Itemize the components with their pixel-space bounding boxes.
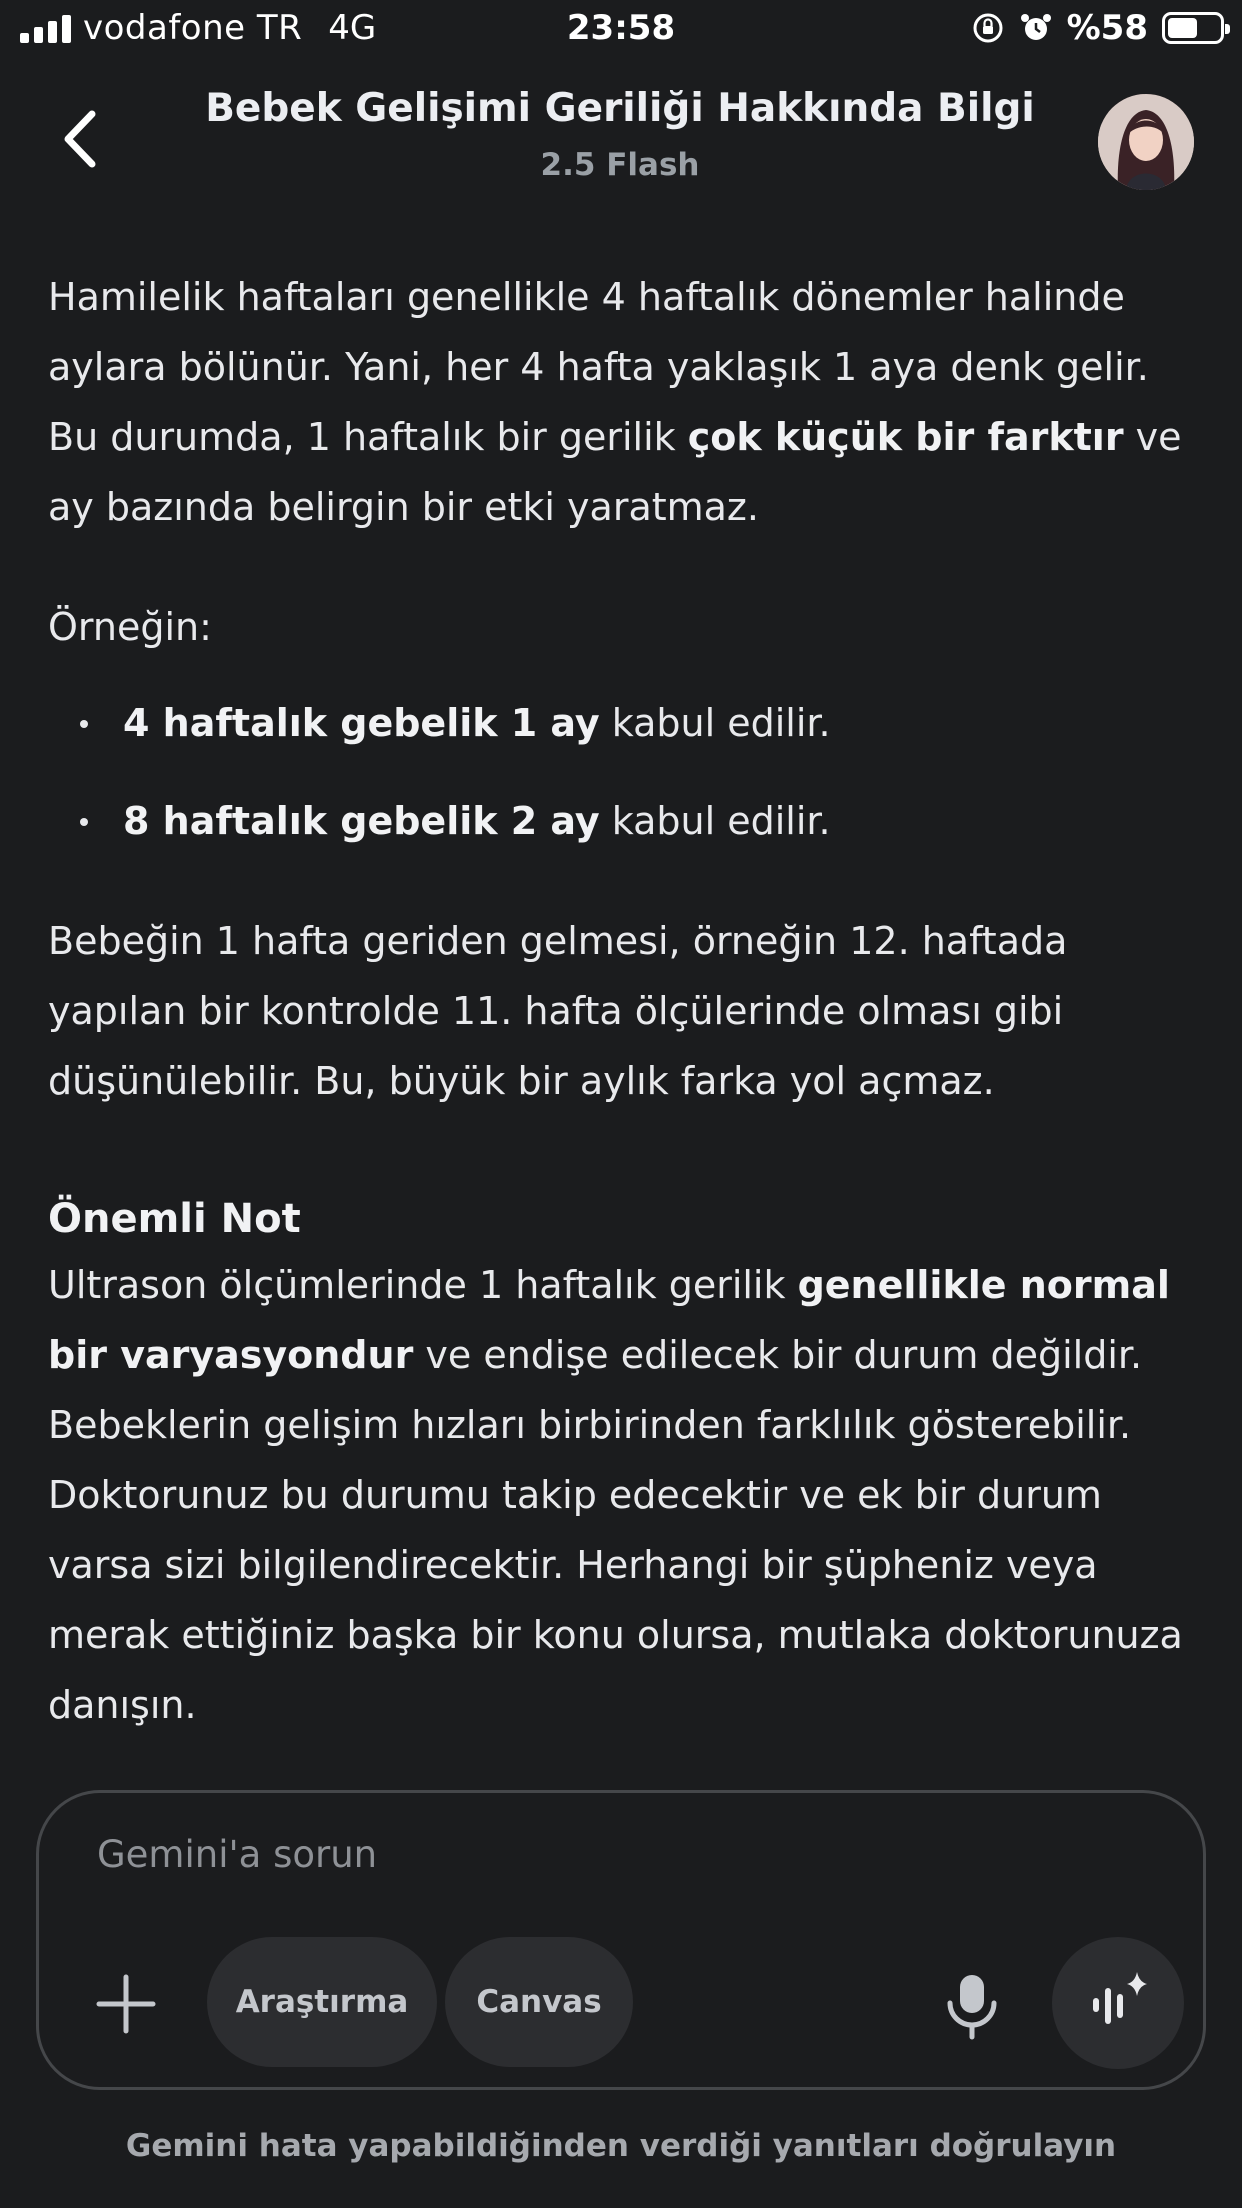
prompt-input[interactable]: Gemini'a sorun: [97, 1833, 378, 1876]
chat-header: [0, 62, 1242, 212]
chat-title: Bebek Gelişimi Geriliği Hakkında Bilgi: [205, 86, 1035, 131]
response-content: [48, 262, 1198, 1740]
intro-text-end: ve ay bazında belirgin bir etki yaratmaz.: [48, 415, 1182, 529]
battery-fill: [1168, 18, 1197, 38]
live-sparkle-icon: [1083, 1968, 1153, 2038]
clock: 23:58: [566, 8, 676, 48]
example-label: Örneğin:: [48, 605, 212, 649]
paragraph-note: [48, 1250, 1198, 1740]
paragraph-intro: [48, 262, 1198, 542]
list-item-text: kabul edilir.: [599, 701, 831, 745]
alarm-icon: [1019, 11, 1053, 45]
research-chip[interactable]: Araştırma: [207, 1937, 437, 2067]
chevron-left-icon[interactable]: [50, 104, 120, 174]
title-block[interactable]: [160, 86, 1080, 183]
list-item-bold: 8 haftalık gebelik 2 ay: [123, 799, 600, 843]
canvas-chip[interactable]: Canvas: [445, 1937, 633, 2067]
plus-icon[interactable]: [93, 1971, 159, 2037]
list-item: [48, 786, 1198, 856]
avatar-image: [1098, 94, 1194, 190]
note-bold: genellikle normal bir varyasyondur: [48, 1263, 1170, 1377]
battery-percent: %58: [1066, 8, 1148, 48]
intro-text: Hamilelik haftaları genellikle 4 haftalık dönemler halinde aylara bölünür. Yani, her 4 hafta yaklaşık 1 aya denk gelir. Bu durumda, 1 haftalık bir gerilik: [48, 275, 1149, 459]
avatar[interactable]: [1098, 94, 1194, 190]
example-list: [48, 688, 1198, 856]
battery-icon: [1162, 12, 1224, 44]
prompt-composer: [36, 1790, 1206, 2090]
list-item-bold: 4 haftalık gebelik 1 ay: [123, 701, 600, 745]
live-button[interactable]: [1052, 1937, 1184, 2069]
note-text: Ultrason ölçümlerinde 1 haftalık gerilik: [48, 1263, 798, 1307]
intro-bold: çok küçük bir farktır: [687, 415, 1124, 459]
rotation-lock-icon: [971, 11, 1005, 45]
note-text-end: ve endişe edilecek bir durum değildir. Bebeklerin gelişim hızları birbirinden farklılık gösterebilir. Doktorunuz bu durumu takip edecektir ve ek bir durum varsa sizi bilgilendirecektir. Herhangi bir şüpheniz veya merak ettiğiniz başka bir konu olursa, mutlaka doktorunuza danışın.: [48, 1333, 1183, 1727]
list-item-text: kabul edilir.: [599, 799, 831, 843]
status-bar: [0, 0, 1242, 62]
status-right: [971, 8, 1224, 48]
model-label: 2.5 Flash: [540, 147, 700, 183]
note-heading: Önemli Not: [48, 1196, 301, 1242]
microphone-icon[interactable]: [944, 1971, 1000, 2041]
paragraph-explanation: Bebeğin 1 hafta geriden gelmesi, örneğin 12. haftada yapılan bir kontrolde 11. hafta ölçülerinde olması gibi düşünülebilir. Bu, büyük bir aylık farka yol açmaz.: [48, 919, 1068, 1103]
disclaimer: Gemini hata yapabildiğinden verdiği yanıtları doğrulayın: [125, 2128, 1117, 2164]
network-label: 4G: [328, 8, 377, 48]
carrier-label: vodafone TR: [83, 8, 303, 48]
list-item: [48, 688, 1198, 758]
